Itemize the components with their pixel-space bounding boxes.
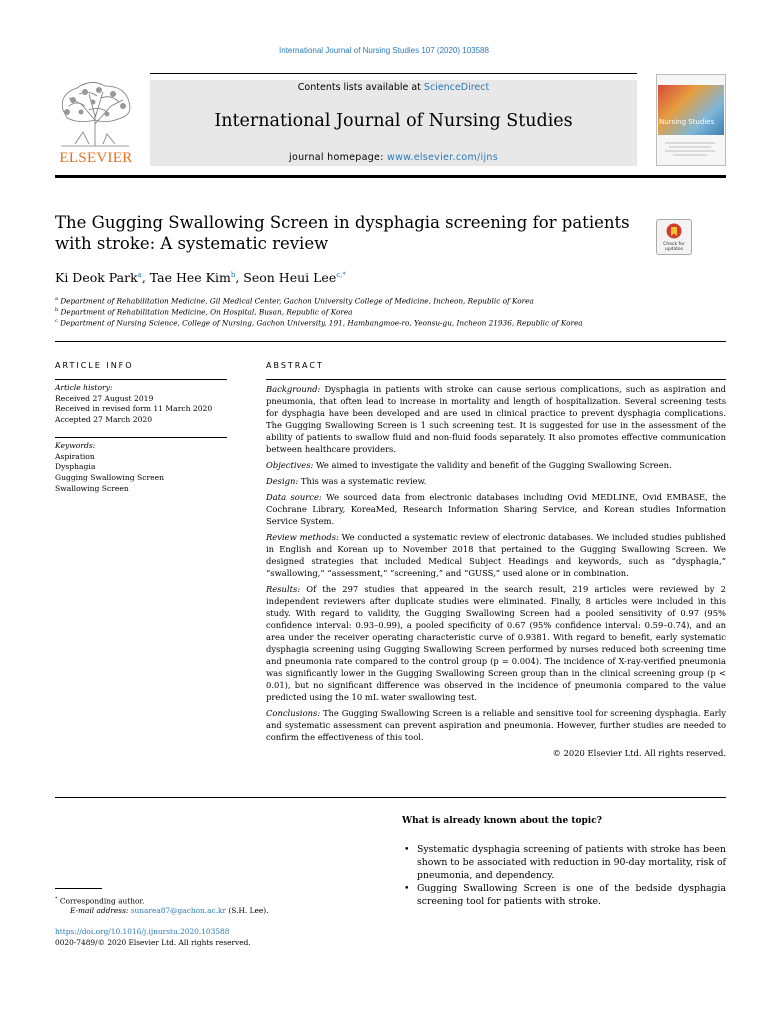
author-name: Seon Heui Lee [243, 270, 337, 285]
abstract-section [266, 583, 726, 703]
affiliation-text: Department of Rehabilitation Medicine, On Hospital, Busan, Republic of Korea [60, 307, 353, 317]
history-entry: Accepted 27 March 2020 [55, 415, 153, 425]
affiliation [55, 295, 726, 305]
publisher-logo-text: ELSEVIER [59, 150, 133, 166]
keywords-label: Keywords: [55, 441, 96, 450]
author-affil-marker[interactable]: c,* [336, 270, 346, 279]
journal-citation[interactable]: International Journal of Nursing Studies 107 (2020) 103588 [279, 46, 489, 55]
abstract-section [266, 531, 726, 579]
known-item-text: Systematic dysphagia screening of patients with stroke has been shown to be associated with reduction in 90-day mortality, risk of pneumonia, and dependency. [417, 844, 726, 881]
abstract-label: Conclusions: [266, 708, 321, 718]
abstract-copyright: © 2020 Elsevier Ltd. All rights reserved. [552, 748, 726, 758]
title-line-1: The Gugging Swallowing Screen in dysphagia screening for patients [55, 213, 630, 232]
homepage-prefix: journal homepage: [289, 152, 388, 163]
history-entry: Received 27 August 2019 [55, 393, 154, 403]
affiliation-marker: c [55, 318, 58, 324]
author-affil-marker[interactable]: a [137, 270, 142, 279]
article-title [55, 212, 635, 254]
section-divider [55, 341, 726, 342]
homepage-link[interactable]: www.elsevier.com/ijns [387, 152, 498, 163]
email-link[interactable]: sunarea87@gachon.ac.kr [130, 906, 227, 915]
abstract-label: Data source: [266, 492, 322, 502]
tree-icon [55, 80, 135, 148]
footnote-rule [55, 888, 102, 889]
abstract-section [266, 459, 726, 471]
abstract-label: Design: [266, 476, 299, 486]
history-entry: Received in revised form 11 March 2020 [55, 404, 213, 414]
cover-gradient [658, 85, 724, 135]
author-affil-marker[interactable]: b [230, 270, 236, 279]
known-item-text: Gugging Swallowing Screen is one of the bedside dysphagia screening tool for patients with stroke. [417, 883, 726, 907]
affiliation [55, 306, 726, 316]
issn-line: 0020-7489/© 2020 Elsevier Ltd. All rights reserved. [55, 938, 251, 947]
cover-text-lines [665, 141, 715, 157]
journal-name: International Journal of Nursing Studies [214, 111, 573, 131]
bullet-icon: • [404, 844, 410, 855]
header-rule [150, 73, 637, 74]
bookmark-icon [666, 223, 682, 241]
abstract-heading: ABSTRACT [266, 361, 324, 370]
abstract-text: We sourced data from electronic databases including Ovid MEDLINE, Ovid EMBASE, the Cochrane Library, KoreaMed, Research Information Sharing Service, and Korean studies Information Service System. [266, 492, 727, 526]
title-line-2: with stroke: A systematic review [55, 234, 329, 253]
check-for-updates-label: Check for updates [663, 242, 685, 252]
abstract-rule [266, 379, 726, 380]
abstract-label: Review methods: [266, 532, 339, 542]
affiliation-marker: b [55, 307, 59, 313]
keyword: Dysphagia [55, 462, 96, 472]
author-list: Ki Deok Park$^a$, Tae Hee Kim$^b$, Seon Heui Lee$^{c,*}$ [55, 270, 346, 285]
asterisk-marker: * [55, 896, 58, 902]
abstract-section [266, 383, 726, 455]
affiliation-marker: a [55, 296, 58, 302]
abstract-section [266, 707, 726, 743]
affiliation-text: Department of Rehabilitation Medicine, Gil Medical Center, Gachon University College of Medicine, Incheon, Republic of Korea [60, 296, 534, 306]
keyword: Swallowing Screen [55, 483, 129, 493]
check-for-updates-badge[interactable] [656, 219, 692, 255]
bullet-icon: • [404, 883, 410, 894]
abstract-section [266, 491, 726, 527]
header-thick-rule [55, 175, 726, 178]
keywords-block [55, 441, 230, 495]
contents-prefix: Contents lists available at [297, 82, 424, 93]
email-label: E-mail address: [70, 906, 131, 915]
affiliation [55, 317, 726, 327]
abstract-text: Dysphagia in patients with stroke can cause serious complications, such as aspiration and pneumonia, that often lead to increase in mortality and length of hospitalization. Several screening tests for dysphagia have been developed and are used in clinical practice to prevent dysphagia complications. The Gugging Swallowing Screen is 1 such screening test. It is suggested for use in the assessment of the ability of patients to swallow fluid and non-fluid foods separately. It also promotes effective communication between healthcare providers. [266, 384, 726, 454]
abstract-text: We aimed to investigate the validity and benefit of the Gugging Swallowing Screen. [313, 460, 672, 470]
article-info-rule [55, 379, 227, 380]
elsevier-logo [55, 80, 137, 166]
abstract-text: This was a systematic review. [298, 476, 427, 486]
journal-cover-thumbnail[interactable] [656, 74, 726, 166]
abstract-text: The Gugging Swallowing Screen is a reliable and sensitive tool for screening dysphagia. Early and systematic assessment can prevent aspiration and pneumonia. However, further studies are needed to confirm the effectiveness of this tool. [266, 708, 726, 742]
abstract-label: Objectives: [266, 460, 314, 470]
sciencedirect-link[interactable]: ScienceDirect [423, 82, 490, 93]
email-suffix: (S.H. Lee). [226, 906, 269, 915]
abstract-text: We conducted a systematic review of electronic databases. We included studies published in English and Korean up to November 2018 that pertained to the Gugging Swallowing Screen. We designed strategies that included Medical Subject Headings and keywords, such as “dysphagia,” “swallowing,” “assessment,” “screening,” and “GUSS,” used alone or in combination. [266, 532, 727, 578]
article-history [55, 383, 230, 426]
abstract-text: Of the 297 studies that appeared in the search result, 219 articles were reviewed by 2 independent reviewers after duplicate studies were eliminated. Finally, 8 articles were included in this study. With regard to validity, the Gugging Swallowing Screen had a pooled sensitivity of 0.97 (95% confidence interval: 0.93–0.99), a pooled specificity of 0.67 (95% confidence interval: 0.59–0.74), and an area under the receiver operating characteristic curve of 0.9381. With regard to benefit, early systematic dysphagia screening using Gugging Swallowing Screen performed by nurses reduced both screening time and pneumonia rate compared to the control group (p = 0.004). The incidence of X-ray-verified pneumonia was significantly lower in the Gugging Swallowing Screen group than in the clinical screening group (p < 0.01), but no significant difference was observed in the incidence of pneumonia compared to the value predicted using the 10 mL water swallowing test. [266, 584, 726, 702]
abstract-section [266, 475, 726, 487]
author-name: Ki Deok Park [55, 270, 138, 285]
keywords-rule [55, 437, 227, 438]
list-item [402, 843, 726, 882]
corresponding-text: Corresponding author. [59, 896, 145, 906]
abstract-label: Results: [266, 584, 301, 594]
keyword: Aspiration [55, 451, 95, 461]
cover-title: Nursing Studies [659, 118, 715, 126]
abstract-label: Background: [266, 384, 321, 394]
body-divider [55, 797, 726, 798]
author-name: Tae Hee Kim [149, 270, 231, 285]
affiliation-text: Department of Nursing Science, College of Nursing, Gachon University, 191, Hambangmoe-ro, Yeonsu-gu, Incheon 21936, Republic of Korea [60, 318, 583, 328]
homepage-line [150, 152, 637, 163]
email-note [55, 905, 455, 917]
doi-link[interactable]: https://doi.org/10.1016/j.ijnurstu.2020.103588 [55, 927, 230, 936]
known-heading: What is already known about the topic? [402, 816, 602, 826]
journal-banner [150, 80, 637, 166]
abstract-body [266, 383, 726, 763]
keyword: Gugging Swallowing Screen [55, 473, 164, 483]
article-info-heading: ARTICLE INFO [55, 361, 134, 370]
contents-line [150, 82, 637, 93]
history-label: Article history: [55, 383, 113, 392]
